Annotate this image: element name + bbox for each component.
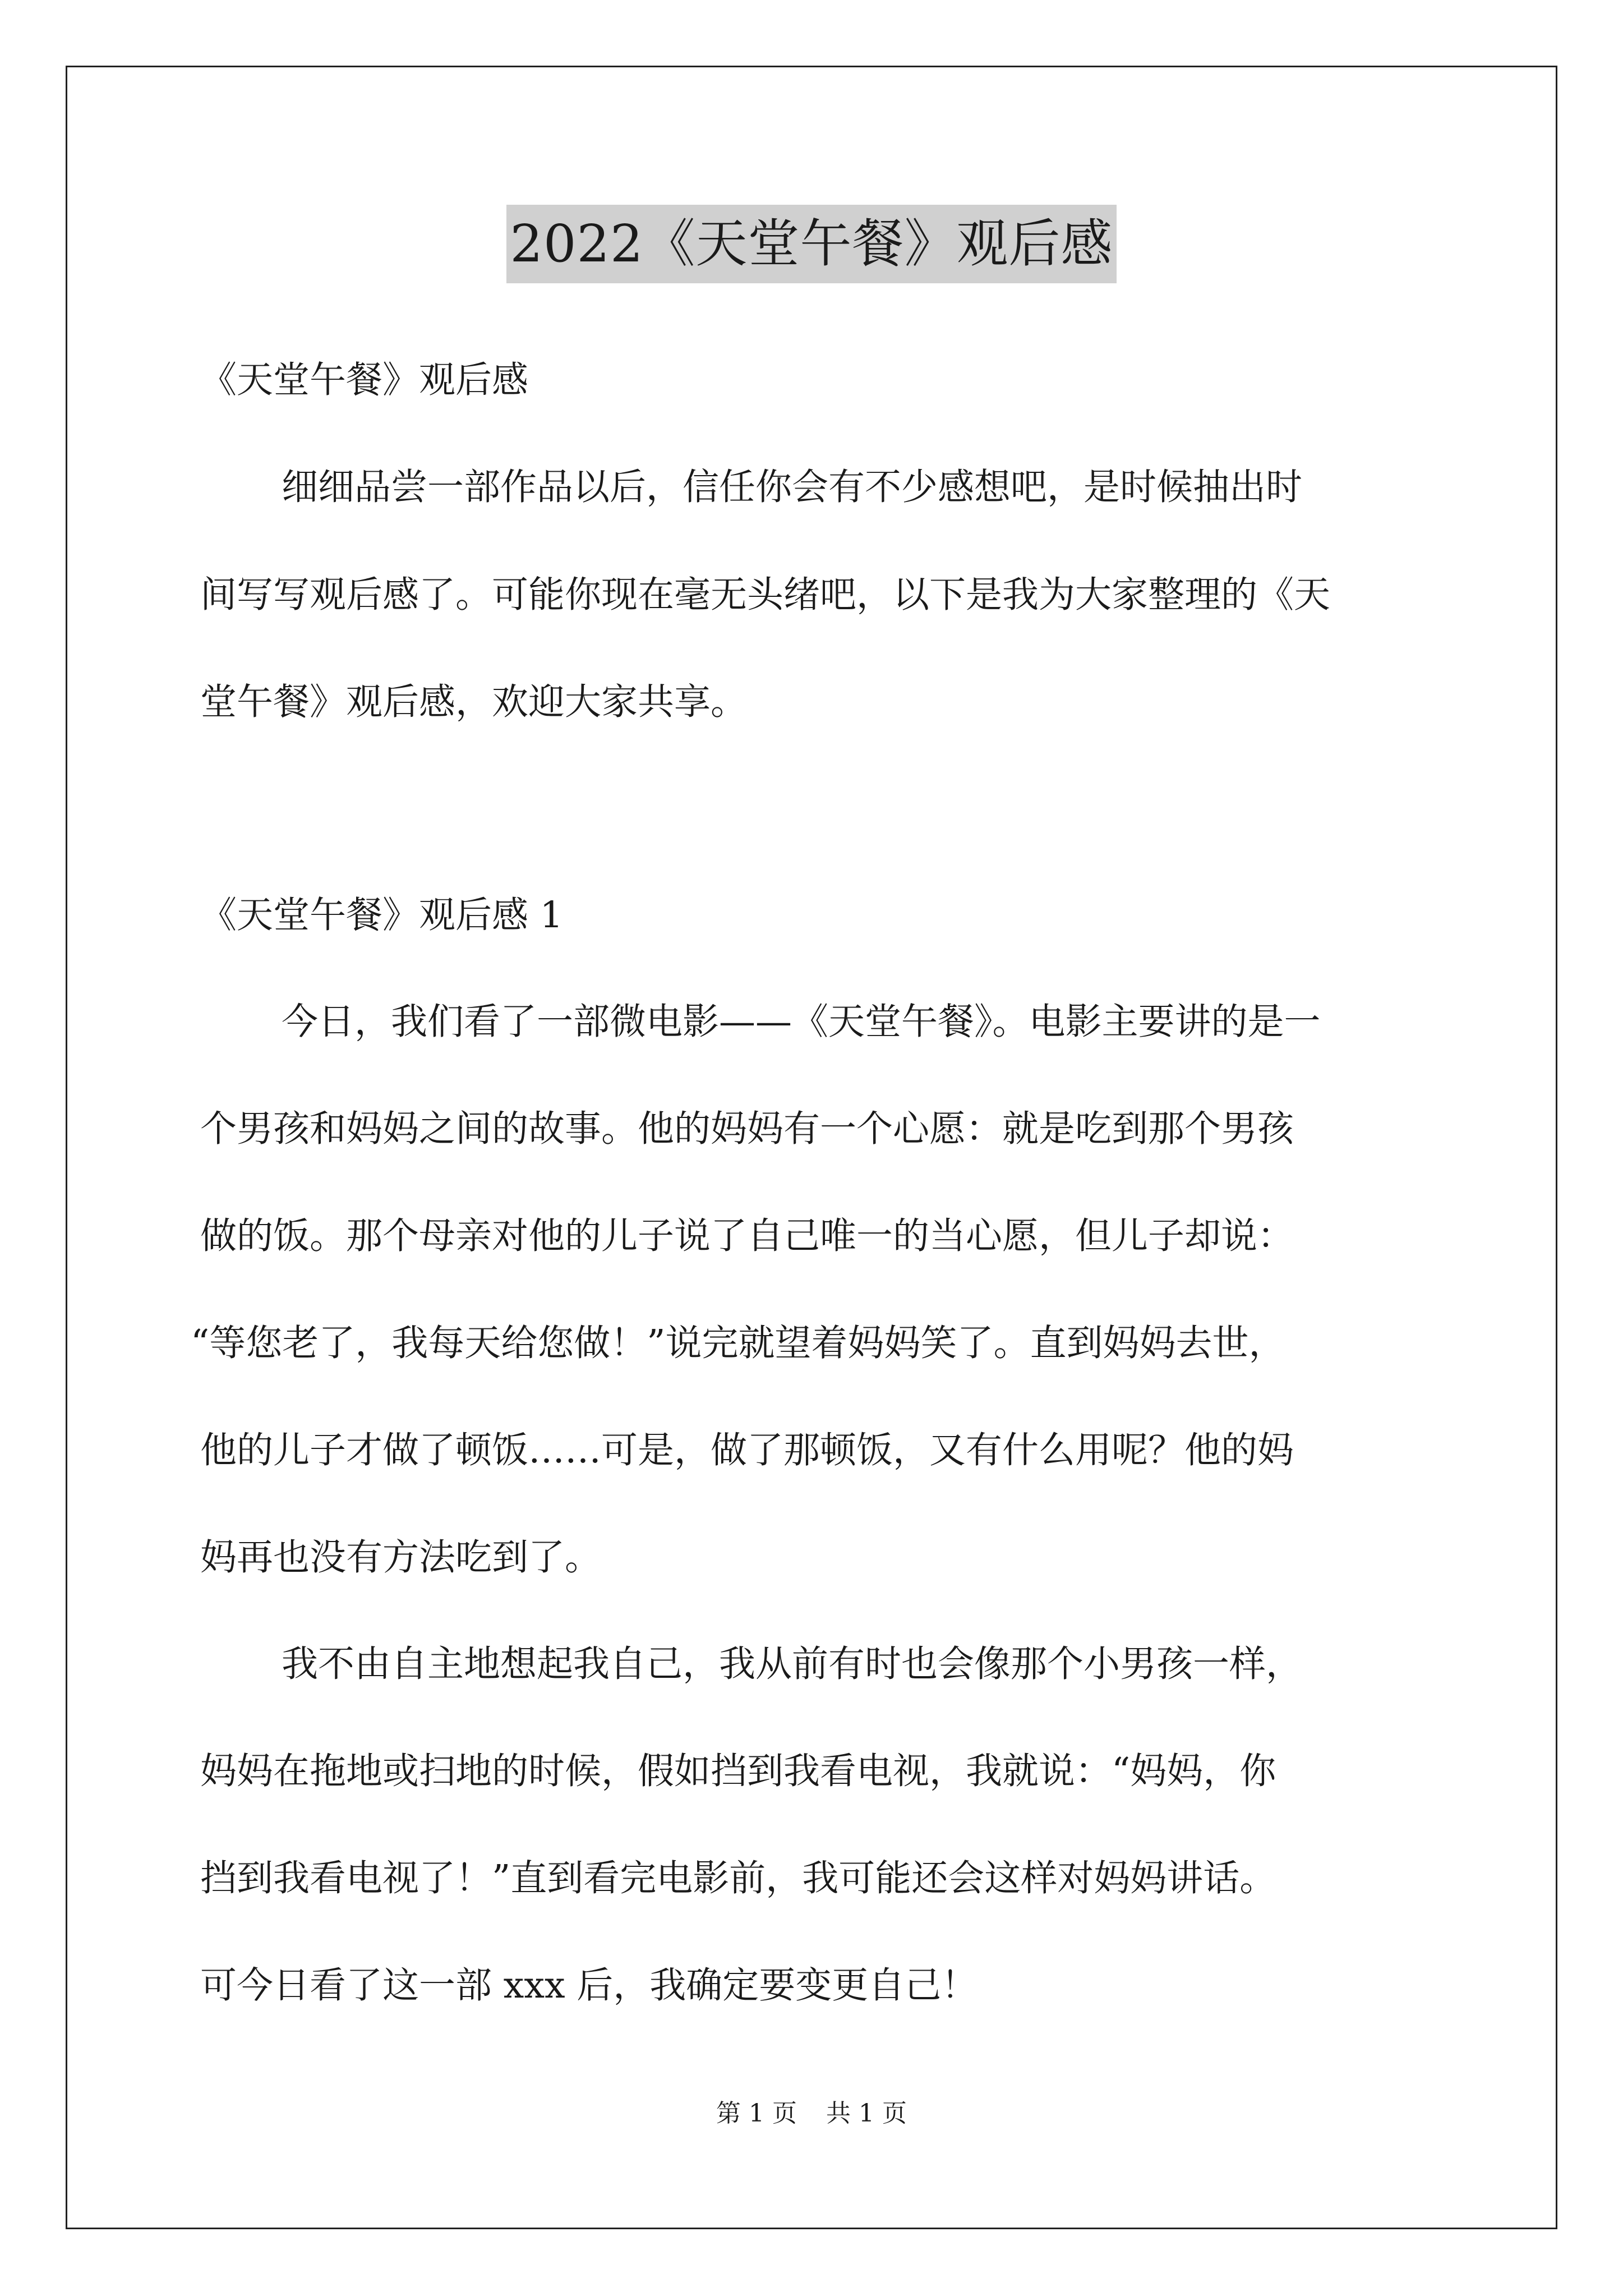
intro-line-2: 间写写观后感了。可能你现在毫无头绪吧，以下是我为大家整理的《天 <box>200 574 1331 616</box>
subtitle: 《天堂午餐》观后感 <box>200 359 529 401</box>
para1-line-6: 妈再也没有方法吃到了。 <box>200 1536 602 1579</box>
document-title: 2022《天堂午餐》观后感 <box>506 205 1116 283</box>
intro-line-1: 细细品尝一部作品以后，信任你会有不少感想吧，是时候抽出时 <box>282 466 1303 508</box>
para2-line-2: 妈妈在拖地或扫地的时候，假如挡到我看电视，我就说：“妈妈，你 <box>200 1750 1276 1792</box>
para1-line-2: 个男孩和妈妈之间的故事。他的妈妈有一个心愿：就是吃到那个男孩 <box>200 1108 1294 1150</box>
para2-line-1: 我不由自主地想起我自己，我从前有时也会像那个小男孩一样， <box>282 1643 1303 1685</box>
para1-line-5: 他的儿子才做了顿饭……可是，做了那顿饭，又有什么用呢？他的妈 <box>200 1429 1294 1471</box>
intro-line-3: 堂午餐》观后感，欢迎大家共享。 <box>200 681 748 723</box>
title-container <box>0 205 1623 283</box>
page-total: 共 1 页 <box>826 2099 907 2128</box>
para1-line-4: “等您老了，我每天给您做！”说完就望着妈妈笑了。直到妈妈去世， <box>191 1322 1285 1364</box>
para2-line-4: 可今日看了这一部 xxx 后，我确定要变更自己！ <box>200 1964 978 2007</box>
para1-line-3: 做的饭。那个母亲对他的儿子说了自己唯一的当心愿，但儿子却说： <box>200 1215 1294 1257</box>
page-footer <box>0 2097 1623 2131</box>
section-heading: 《天堂午餐》观后感 1 <box>200 894 564 936</box>
para2-line-3: 挡到我看电视了！”直到看完电影前，我可能还会这样对妈妈讲话。 <box>200 1857 1276 1899</box>
page-number: 第 1 页 <box>716 2099 797 2128</box>
para1-line-1: 今日，我们看了一部微电影——《天堂午餐》。电影主要讲的是一 <box>282 1001 1321 1043</box>
